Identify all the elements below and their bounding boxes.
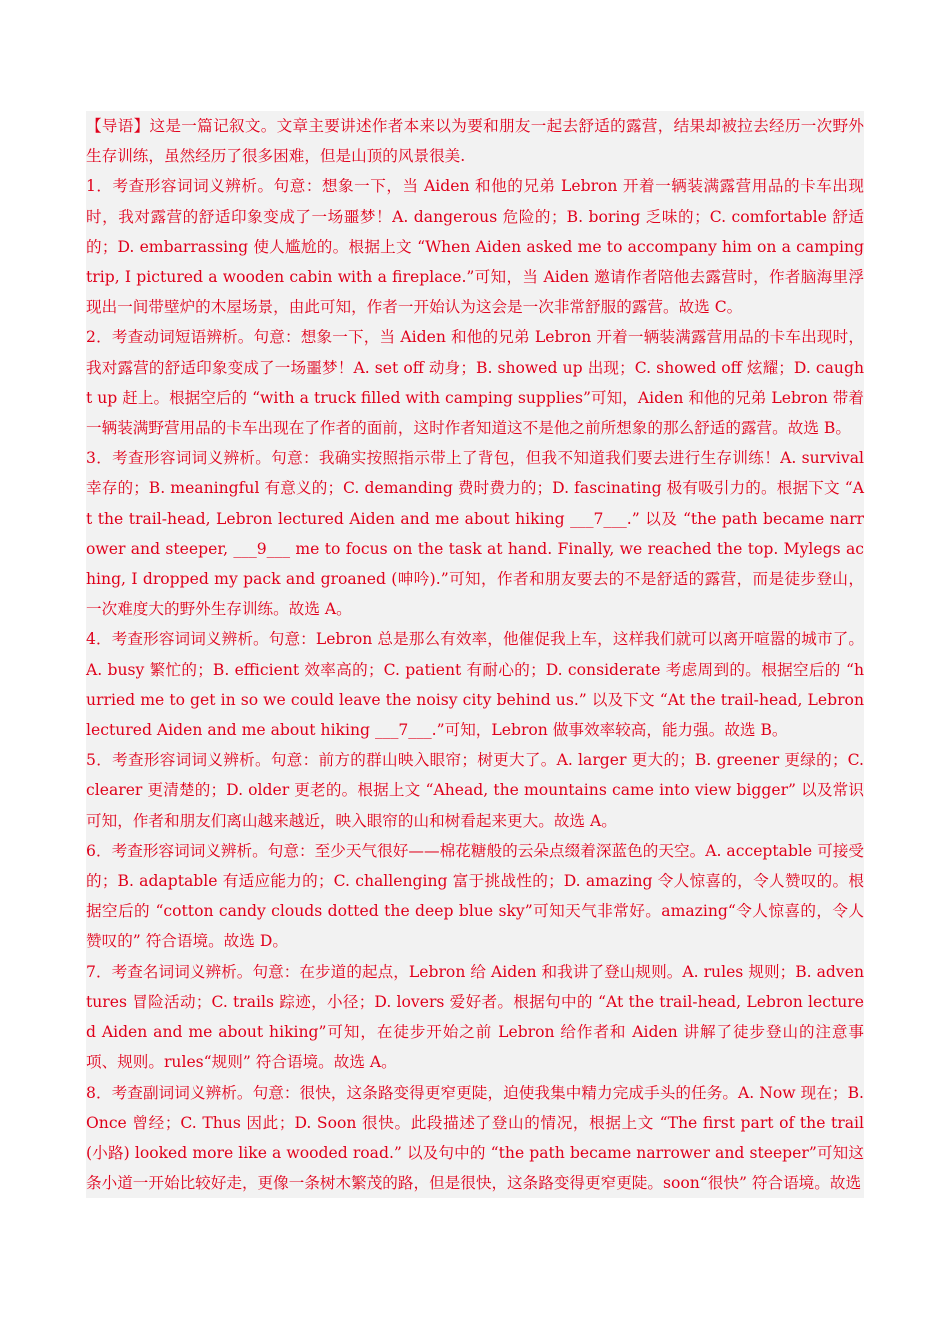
explanation-item-4: 4．考查形容词词义辨析。句意：Lebron 总是那么有效率，他催促我上车，这样我们就可以离开喧嚣的城市了。A. busy 繁忙的；B. efficient 效率高的；C. patient 有耐心的；D. considerate 考虑周到的。根据空后的 “hurried me to get in so we could leave the noisy city behind us.” 以及下文 “At the trail-head, Lebron lectured Aiden and me about hiking ___7___.”可知，Lebron 做事效率较高，能力强。故选 B。	[86, 630, 864, 740]
explanation-item-8: 8．考查副词词义辨析。句意：很快，这条路变得更窄更陡，迫使我集中精力完成手头的任务。A. Now 现在；B. Once 曾经；C. Thus 因此；D. Soon 很快。此段描述了登山的情况，根据上文 “The first part of the trail (小路) looked more like a wooded road.” 以及句中的 “the path became narrower and steeper”可知这条小道一开始比较好走，更像一条树木繁茂的路，但是很快，这条路变得更窄更陡。soon“很快” 符合语境。故选	[86, 1083, 864, 1193]
explanation-item-6: 6．考查形容词词义辨析。句意：至少天气很好——棉花糖般的云朵点缀着深蓝色的天空。A. acceptable 可接受的；B. adaptable 有适应能力的；C. challenging 富于挑战性的；D. amazing 令人惊喜的，令人赞叹的。根据空后的 “cotton candy clouds dotted the deep blue sky”可知天气非常好。amazing“令人惊喜的，令人赞叹的” 符合语境。故选 D。	[86, 841, 864, 951]
explanation-item-1: 1．考查形容词词义辨析。句意：想象一下，当 Aiden 和他的兄弟 Lebron 开着一辆装满露营用品的卡车出现时，我对露营的舒适印象变成了一场噩梦！A. dangerous 危险的；B. boring 乏味的；C. comfortable 舒适的；D. embarrassing 使人尴尬的。根据上文 “When Aiden asked me to accompany him on a camping trip, I pictured a wooden cabin with a fireplace.”可知，当 Aiden 邀请作者陪他去露营时，作者脑海里浮现出一间带壁炉的木屋场景，由此可知，作者一开始认为这会是一次非常舒服的露营。故选 C。	[86, 177, 864, 317]
intro-paragraph: 【导语】这是一篇记叙文。文章主要讲述作者本来以为要和朋友一起去舒适的露营，结果却被拉去经历一次野外生存训练，虽然经历了很多困难，但是山顶的风景很美.	[86, 117, 864, 166]
explanation-item-3: 3．考查形容词词义辨析。句意：我确实按照指示带上了背包，但我不知道我们要去进行生存训练！A. survival 幸存的；B. meaningful 有意义的；C. demanding 费时费力的；D. fascinating 极有吸引力的。根据下文 “At the trail-head, Lebron lectured Aiden and me about hiking ___7___.” 以及 “the path became narrower and steeper, ___9___ me to focus on the task at hand. Finally, we reached the top. Mylegs aching, I dropped my pack and groaned (呻吟).”可知，作者和朋友要去的不是舒适的露营，而是徒步登山，一次难度大的野外生存训练。故选 A。	[86, 449, 864, 619]
explanation-item-7: 7．考查名词词义辨析。句意：在步道的起点，Lebron 给 Aiden 和我讲了登山规则。A. rules 规则；B. adventures 冒险活动；C. trails 踪迹，小径；D. lovers 爱好者。根据句中的 “At the trail-head, Lebron lectured Aiden and me about hiking”可知，在徒步开始之前 Lebron 给作者和 Aiden 讲解了徒步登山的注意事项、规则。rules“规则” 符合语境。故选 A。	[86, 962, 864, 1072]
explanation-item-2: 2．考查动词短语辨析。句意：想象一下，当 Aiden 和他的兄弟 Lebron 开着一辆装满露营用品的卡车出现时，我对露营的舒适印象变成了一场噩梦！A. set off 动身；B. showed up 出现；C. showed off 炫耀；D. caught up 赶上。根据空后的 “with a truck filled with camping supplies”可知，Aiden 和他的兄弟 Lebron 带着一辆装满野营用品的卡车出现在了作者的面前，这时作者知道这不是他之前所想象的那么舒适的露营。故选 B。	[86, 328, 864, 438]
answer-explanation-block	[86, 111, 864, 1198]
explanation-item-5: 5．考查形容词词义辨析。句意：前方的群山映入眼帘；树更大了。A. larger 更大的；B. greener 更绿的；C. clearer 更清楚的；D. older 更老的。根据上文 “Ahead, the mountains came into view bigger” 以及常识可知，作者和朋友们离山越来越近，映入眼帘的山和树看起来更大。故选 A。	[86, 751, 864, 830]
